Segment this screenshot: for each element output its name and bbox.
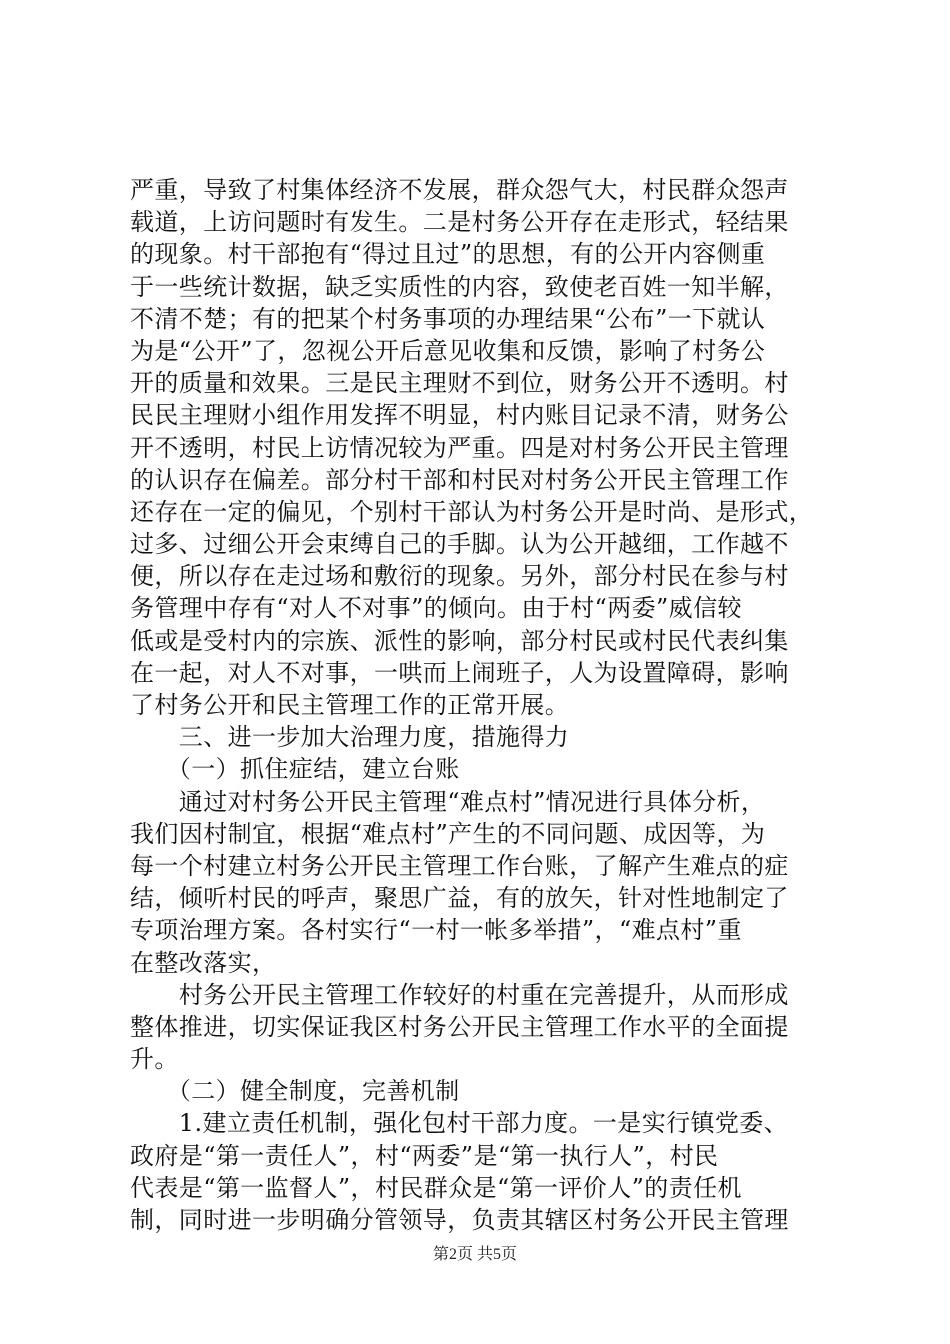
text-line: 1.建立责任机制，强化包村干部力度。一是实行镇党委、 (130, 1109, 789, 1138)
text-line: 制，同时进一步明确分管领导，负责其辖区村务公开民主管理 (130, 1206, 789, 1234)
subsection-heading: （一）抓住症结，建立台账 (130, 755, 460, 784)
text-line: 低或是受村内的宗族、派性的影响，部分村民或村民代表纠集 (130, 626, 789, 655)
text-line: 的认识存在偏差。部分村干部和村民对村务公开民主管理工作 (130, 465, 789, 494)
text-line: 结，倾听村民的呼声，聚思广益，有的放矢，针对性地制定了 (130, 884, 789, 913)
text-line: 在一起，对人不对事，一哄而上闹班子，人为设置障碍，影响 (130, 658, 789, 687)
subsection-heading: （二）健全制度，完善机制 (130, 1077, 460, 1106)
document-body (130, 174, 835, 1236)
text-line: 为是“公开”了，忽视公开后意见收集和反馈，影响了村务公 (130, 336, 766, 365)
text-line: 代表是“第一监督人”，村民群众是“第一评价人”的责任机 (130, 1173, 742, 1202)
text-line: 过多、过细公开会束缚自己的手脚。认为公开越细，工作越不 (130, 530, 789, 559)
text-line: 务管理中存有“对人不对事”的倾向。由于村“两委”威信较 (130, 594, 742, 623)
text-line: 不清不楚；有的把某个村务事项的办理结果“公布”一下就认 (130, 304, 766, 333)
text-line: 通过对村务公开民主管理“难点村”情况进行具体分析， (130, 787, 766, 816)
text-line: 我们因村制宜，根据“难点村”产生的不同问题、成因等，为 (130, 819, 766, 848)
text-line: 载道，上访问题时有发生。二是村务公开存在走形式，轻结果 (130, 208, 789, 237)
text-line: 开的质量和效果。三是民主理财不到位，财务公开不透明。村 (130, 369, 789, 398)
text-line: 的现象。村干部抱有“得过且过”的思想，有的公开内容侧重 (130, 240, 766, 269)
text-line: 开不透明，村民上访情况较为严重。四是对村务公开民主管理 (130, 433, 789, 462)
text-line: 民民主理财小组作用发挥不明显，村内账目记录不清，财务公 (130, 401, 789, 430)
section-heading: 三、进一步加大治理力度，措施得力 (130, 723, 570, 752)
text-line: 整体推进，切实保证我区村务公开民主管理工作水平的全面提 (130, 1012, 789, 1041)
text-line: 了村务公开和民主管理工作的正常开展。 (130, 691, 570, 719)
text-line: 每一个村建立村务公开民主管理工作台账，了解产生难点的症 (130, 851, 789, 880)
text-line: 专项治理方案。各村实行“一村一帐多举措”，“难点村”重 (130, 916, 742, 945)
text-line: 政府是“第一责任人”，村“两委”是“第一执行人”，村民 (130, 1141, 719, 1170)
text-line: 还存在一定的偏见，个别村干部认为村务公开是时尚、是形式， (130, 497, 814, 526)
text-line: 在整改落实， (130, 948, 277, 977)
text-line: 于一些统计数据，缺乏实质性的内容，致使老百姓一知半解， (130, 272, 789, 301)
page-number-footer: 第2页 共5页 (432, 1246, 517, 1263)
text-line: 严重，导致了村集体经济不发展，群众怨气大，村民群众怨声 (130, 176, 789, 204)
text-line: 升。 (130, 1045, 179, 1074)
text-line: 村务公开民主管理工作较好的村重在完善提升，从而形成 (130, 980, 789, 1009)
text-line: 便，所以存在走过场和敷衍的现象。另外，部分村民在参与村 (130, 562, 789, 591)
